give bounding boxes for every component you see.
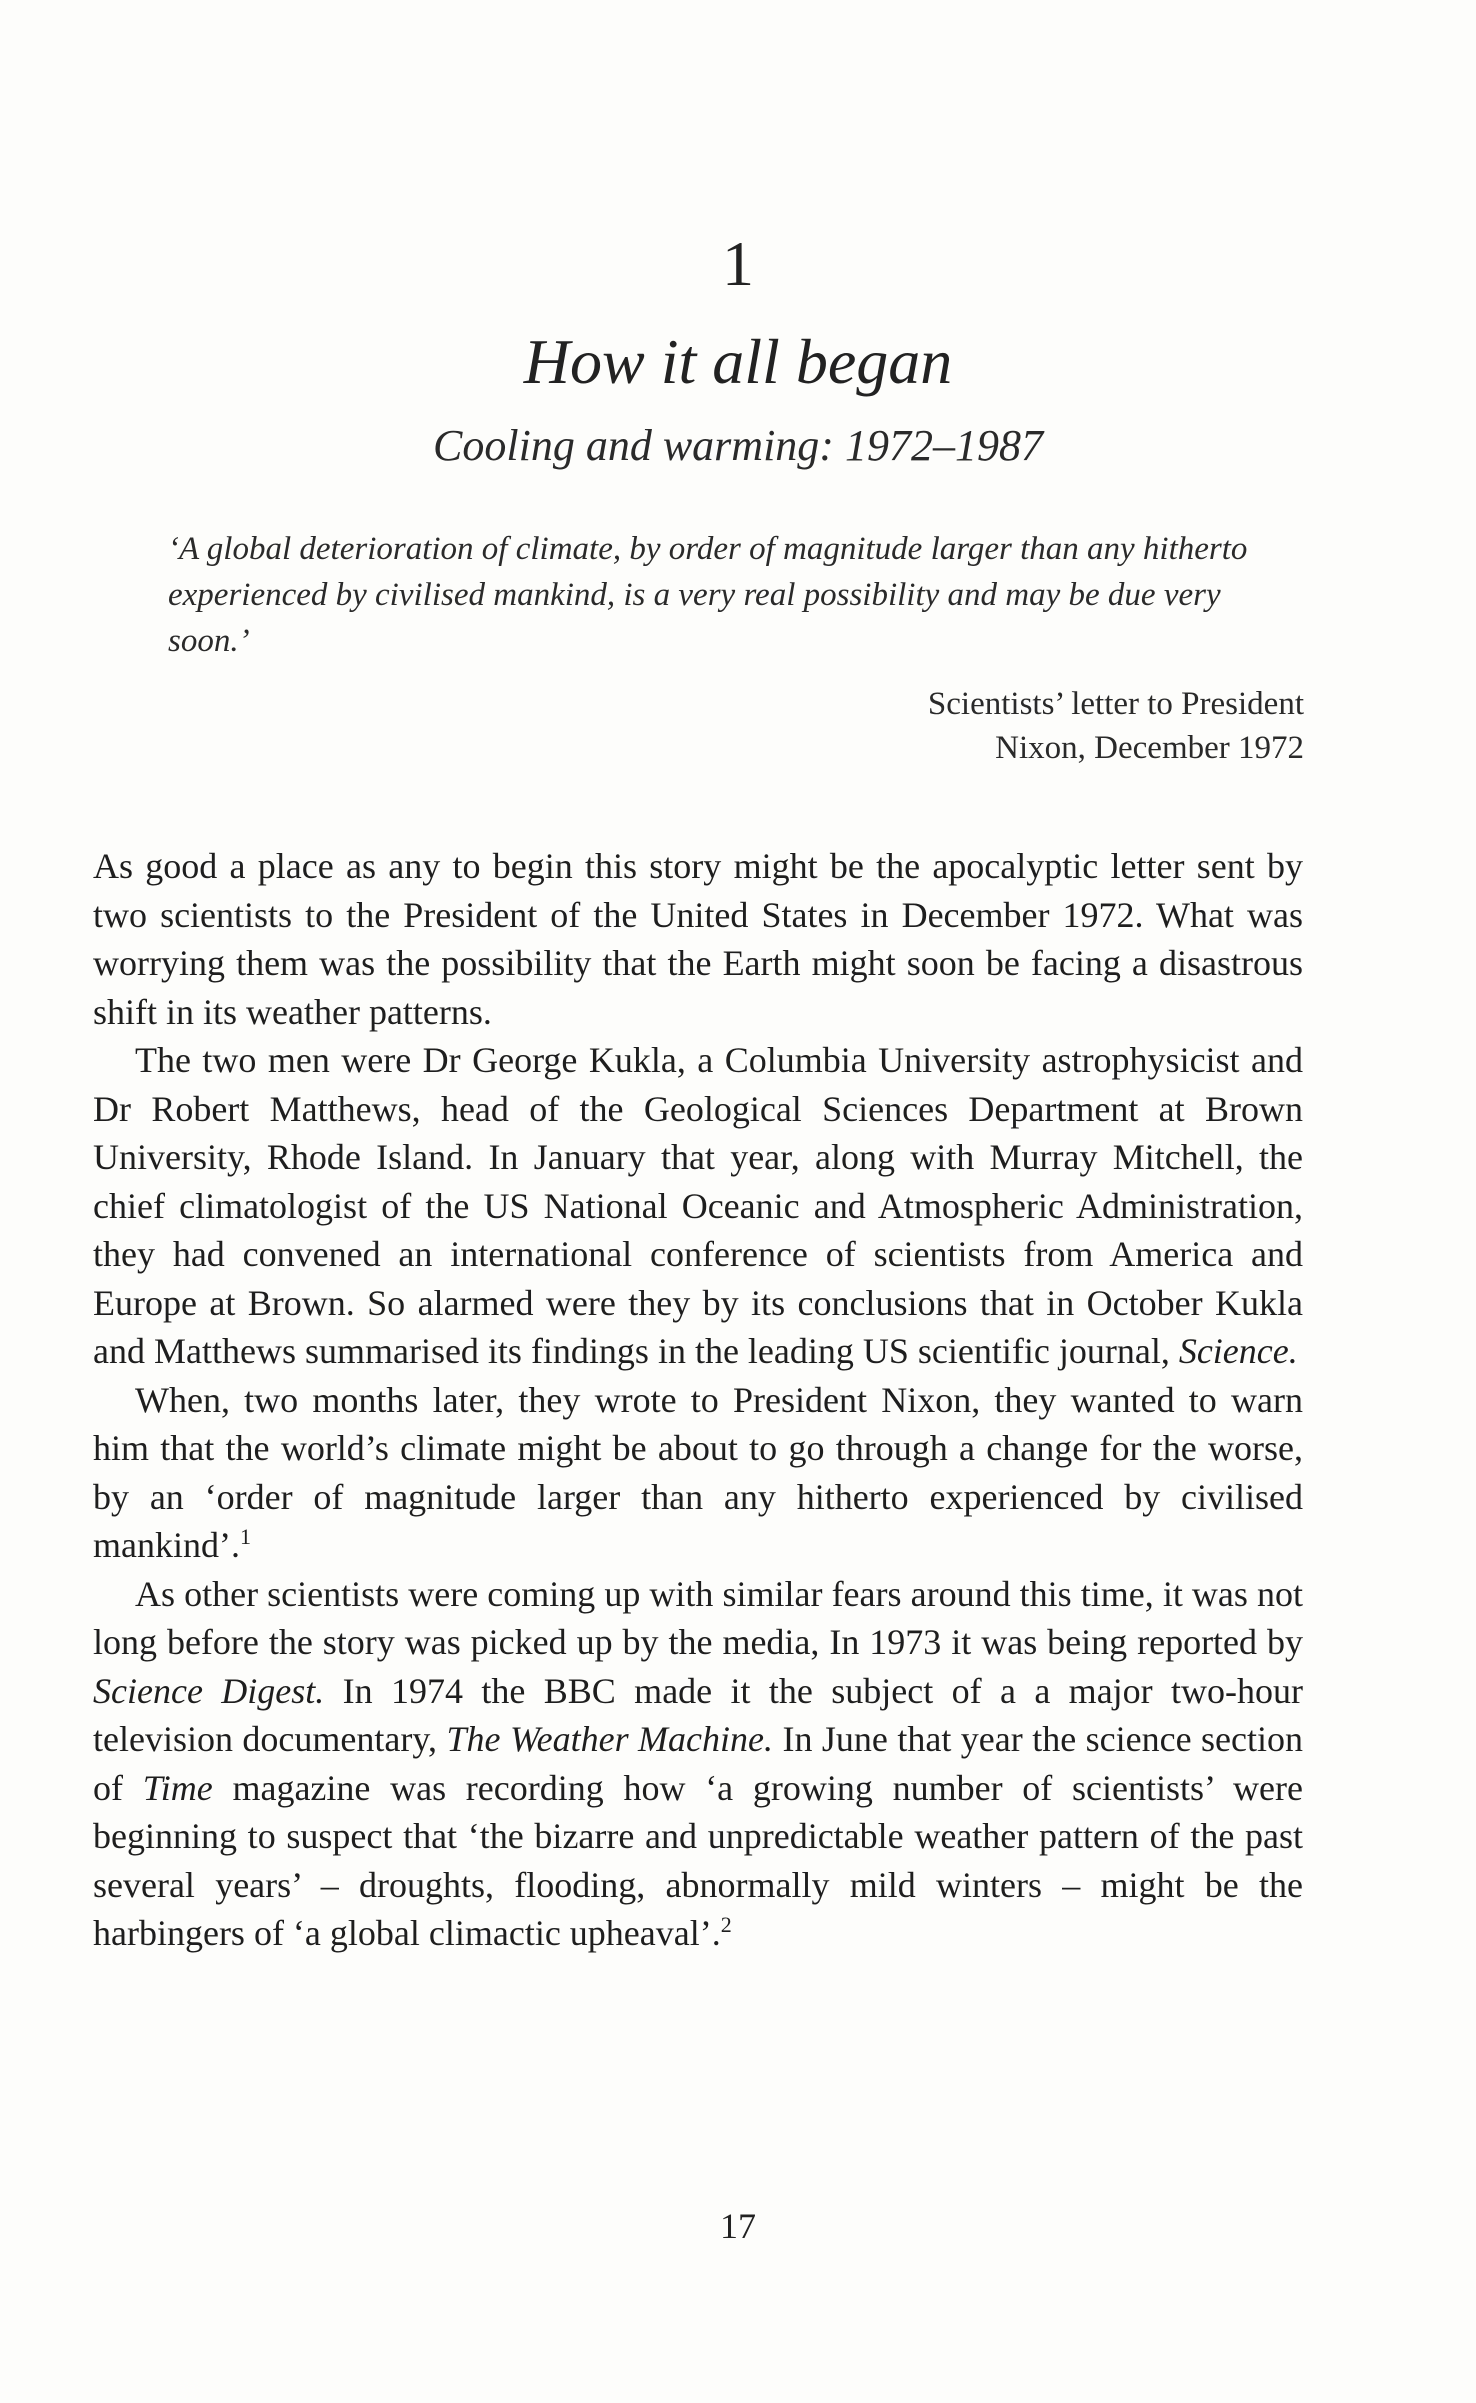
paragraph-2 (93, 1036, 1303, 1376)
epigraph-attribution-line1: Scientists’ letter to President (927, 686, 1304, 722)
paragraph-4 (93, 1570, 1303, 1958)
publication-weather-machine: The Weather Machine. (446, 1719, 773, 1759)
publication-time: Time (142, 1767, 213, 1808)
paragraph-4-text-c: In June that year the science section of (93, 1719, 1303, 1808)
chapter-title: How it all began (523, 326, 953, 397)
paragraph-4-text-b: In 1974 the BBC made it the subject of a a major two-hour television documentary, (93, 1670, 1304, 1759)
footnote-ref-1: 1 (239, 1524, 251, 1549)
footnote-ref-2: 2 (720, 1912, 732, 1937)
paragraph-3-text: When, two months later, they wrote to President Nixon, they wanted to warn him that the world’s climate might be about to go through a change for the worse, by an ‘order of magnitude larger than any hitherto experienced by civilised mankind’. (93, 1379, 1303, 1565)
epigraph-attribution (168, 682, 1304, 770)
chapter-subtitle: Cooling and warming: 1972–1987 (433, 421, 1043, 470)
chapter-number: 1 (722, 228, 754, 299)
paragraph-1: As good a place as any to begin this story might be the apocalyptic letter sent by two scientists to the President of the United States in December 1972. What was worrying them was the possibility that the Earth might soon be facing a disastrous shift in its weather patterns. (93, 846, 1303, 1032)
paragraph-4-text-a: As other scientists were coming up with similar fears around this time, it was not long before the story was picked up by the media, In 1973 it was being reported by (93, 1573, 1303, 1662)
publication-science-digest: Science Digest. (93, 1670, 325, 1711)
journal-name: Science. (1178, 1331, 1298, 1371)
paragraph-3 (93, 1376, 1303, 1570)
paragraph-4-text-d: magazine was recording how ‘a growing number of scientists’ were beginning to suspect that ‘the bizarre and unpredictable weather pattern of the past several years’ – droughts, flooding, abnormally mild winters – might be the harbingers of ‘a global climactic upheaval’. (93, 1767, 1303, 1953)
epigraph (168, 526, 1304, 770)
paragraph-2-text: The two men were Dr George Kukla, a Columbia University astrophysicist and Dr Robert Matthews, head of the Geological Sciences Department at Brown University, Rhode Island. In January that year, along with Murray Mitchell, the chief climatologist of the US National Oceanic and Atmospheric Administration, they had convened an international conference of scientists from America and Europe at Brown. So alarmed were they by its conclusions that in October Kukla and Matthews summarised its findings in the leading US scientific journal, (93, 1040, 1303, 1371)
page-number: 17 (720, 2206, 756, 2246)
body-text (93, 842, 1303, 1958)
epigraph-quote: ‘A global deterioration of climate, by order of magnitude larger than any hitherto experienced by civilised mankind, is a very real possibility and may be due very soon.’ (168, 531, 1248, 659)
epigraph-attribution-line2: Nixon, December 1972 (995, 730, 1304, 766)
